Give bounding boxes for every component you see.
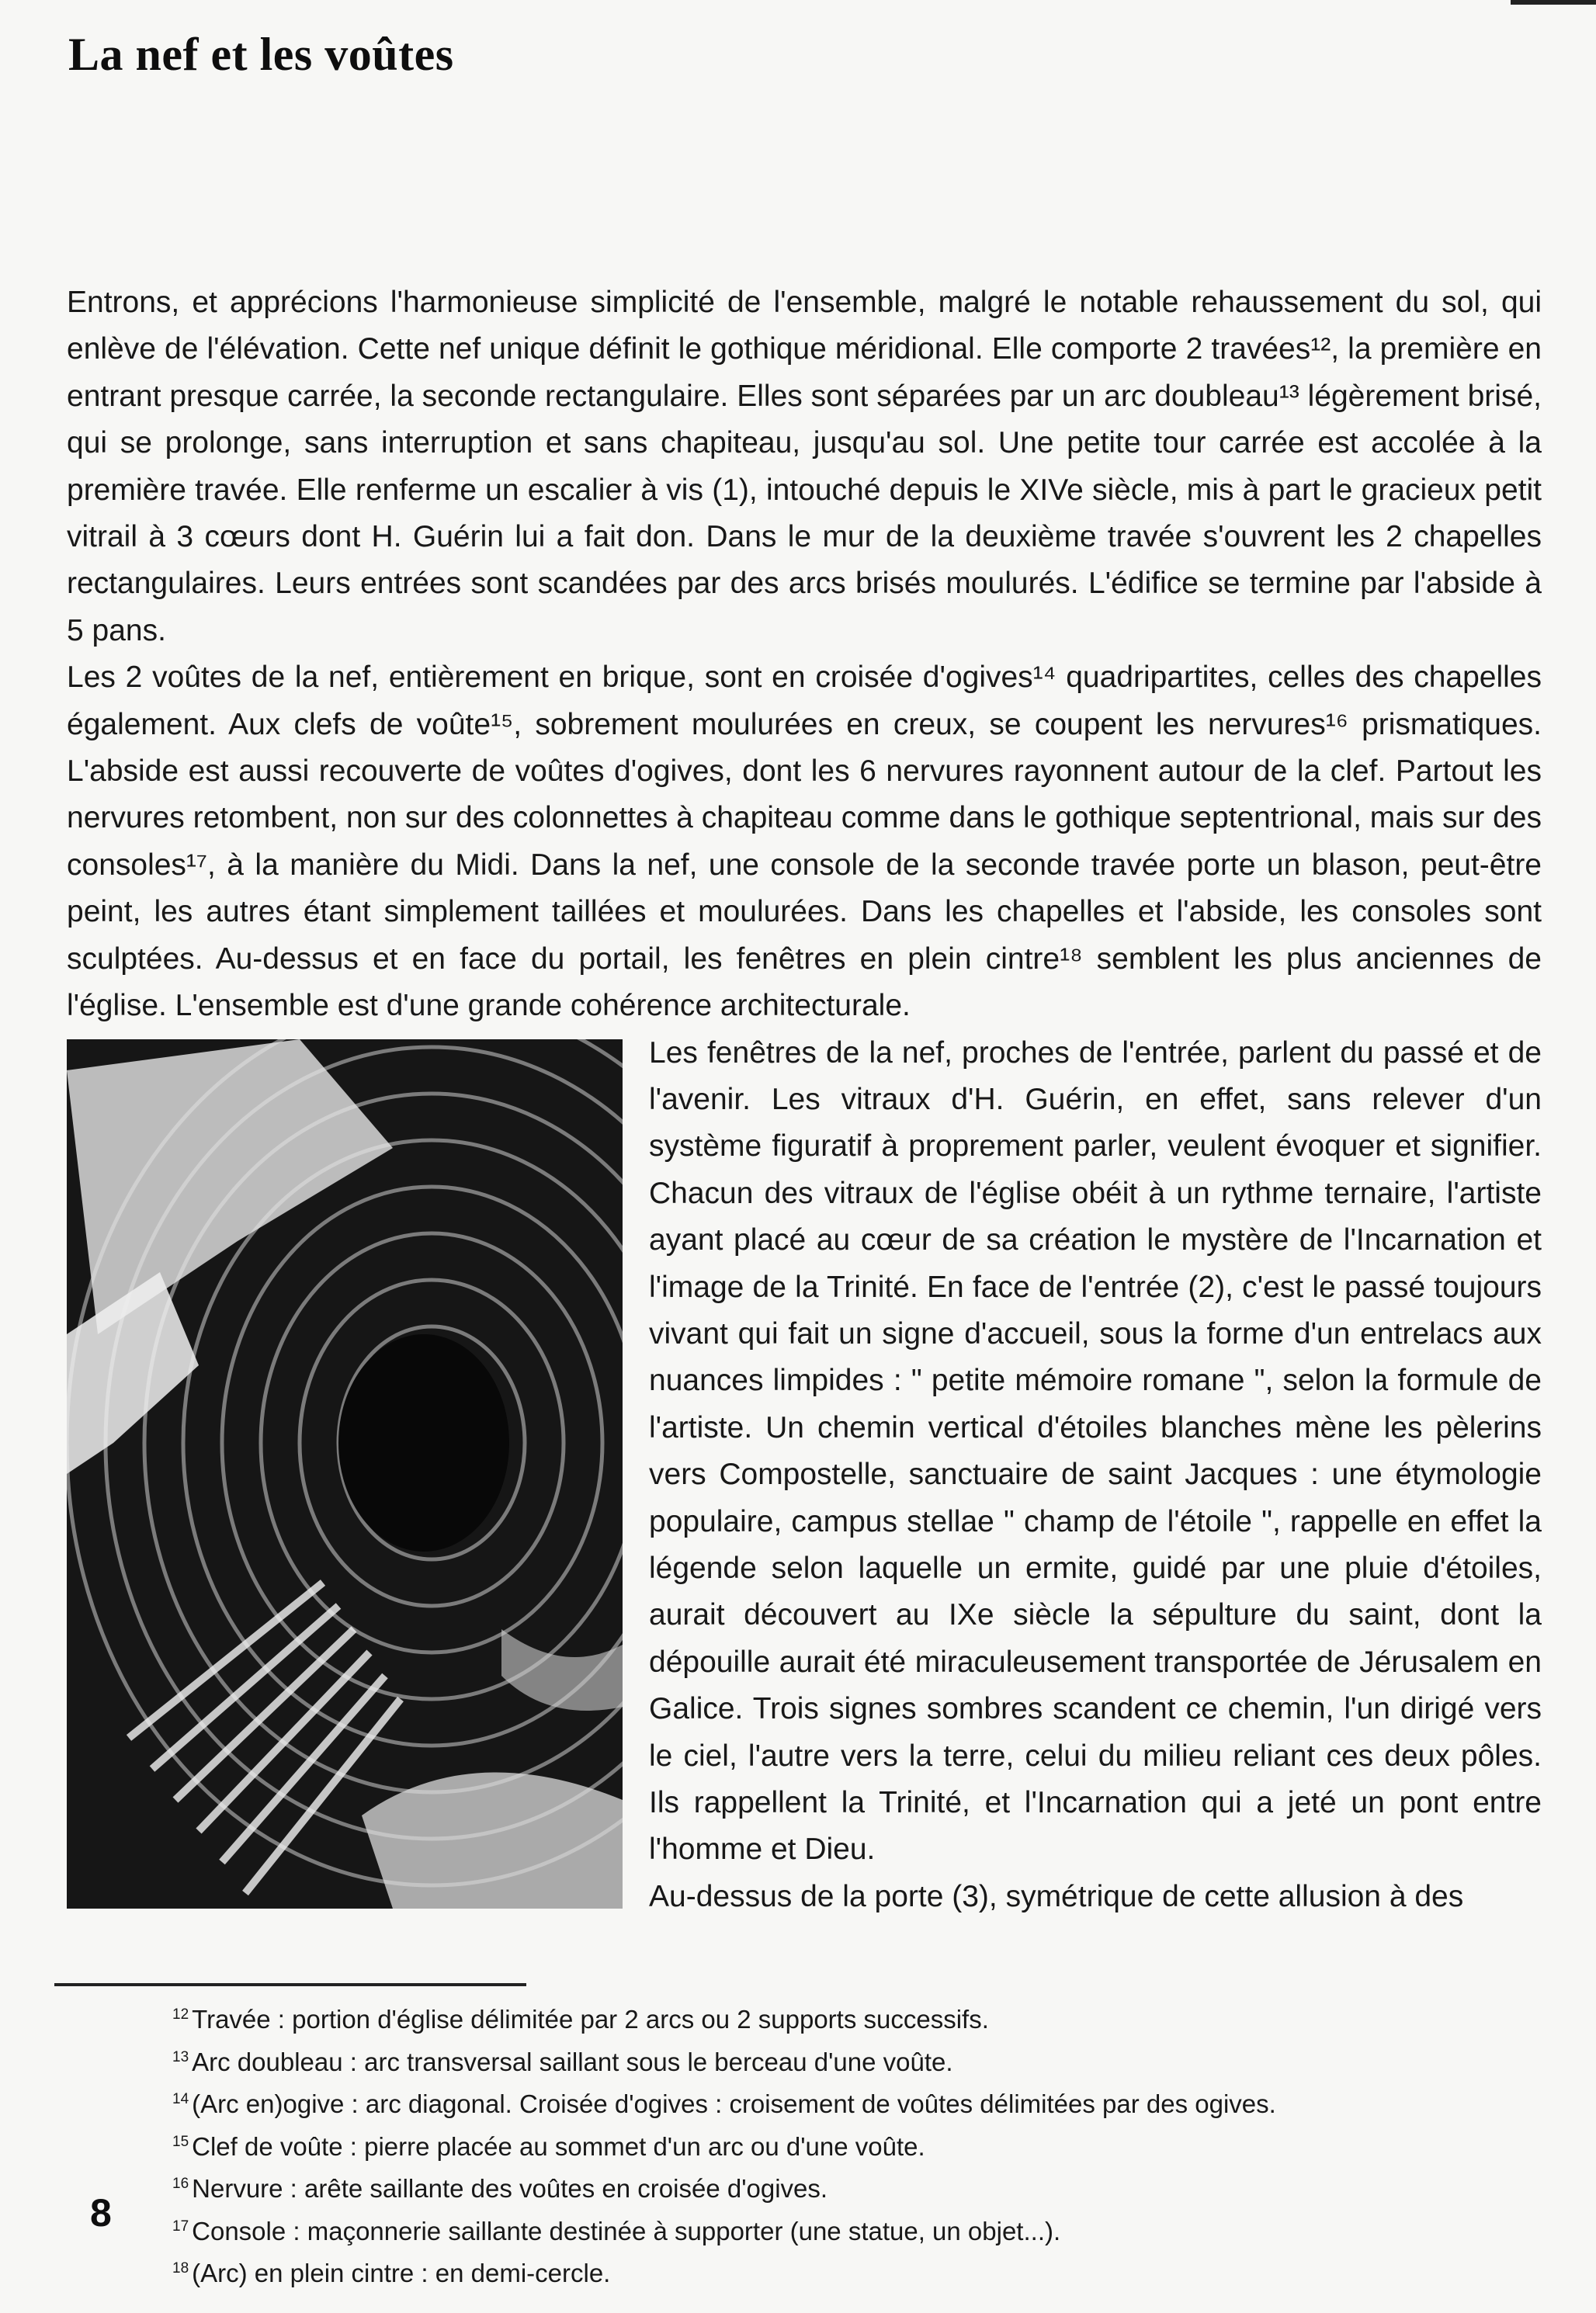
vault-photo [67, 1039, 623, 1909]
paragraph-2: Les 2 voûtes de la nef, entièrement en brique, sont en croisée d'ogives¹⁴ quadripartites, celles des chapelles également. Aux clefs de voûte¹⁵, sobrement moulurées en creux, se coupent les nervures¹⁶ prismatiques. L'abside est aussi recouverte de voûtes d'ogives, dont les 6 nervures rayonnent autour de la clef. Partout les nervures retombent, non sur des colonnettes à chapiteau comme dans le gothique septentrional, mais sur des consoles¹⁷, à la manière du Midi. Dans la nef, une console de la seconde travée porte un blason, peut-être peint, les autres étant simplement taillées et moulurées. Dans les chapelles et l'abside, les consoles sont sculptées. Au-dessus et en face du portail, les fenêtres en plein cintre¹⁸ semblent les plus anciennes de l'église. L'ensemble est d'une grande cohérence architecturale. [67, 661, 1542, 1023]
paragraph-3: Les fenêtres de la nef, proches de l'entrée, parlent du passé et de l'avenir. Les vitraux d'H. Guérin, en effet, sans relever d'un système figuratif à proprement parler, veulent évoquer et signifier. Chacun des vitraux de l'église obéit à un rythme ternaire, l'artiste ayant placé au cœur de sa création le mystère de l'Incarnation et l'image de la Trinité. En face de l'entrée (2), c'est le passé toujours vivant qui fait un signe d'accueil, sous la forme d'un entrelacs aux nuances limpides : " petite mémoire romane ", selon la formule de l'artiste. Un chemin vertical d'étoiles blanches mène les pèlerins vers Compostelle, sanctuaire de saint Jacques : une étymologie populaire, campus stellae " champ de l'étoile ", rappelle en effet la légende selon laquelle un ermite, guidé par une pluie d'étoiles, aurait découvert au IXe siècle la sépulture du saint, dont la dépouille aurait été miraculeusement transportée de Jérusalem en Galice. Trois signes sombres scandent ce chemin, l'un dirigé vers le ciel, l'autre vers la terre, celui du milieu reliant ces deux pôles. Ils rappellent la Trinité, et l'Incarnation qui a jeté un pont entre l'homme et Dieu. [649, 1035, 1542, 1867]
paragraph-4: Au-dessus de la porte (3), symétrique de cette allusion à des [649, 1879, 1464, 1913]
page-title: La nef et les voûtes [68, 29, 454, 80]
page-number: 8 [90, 2191, 112, 2235]
footnote-12: $^{12}$ Travée : portion d'église délimitée par 2 arcs ou 2 supports successifs. [172, 2005, 989, 2034]
top-edge-rule [1511, 0, 1596, 5]
footnote-18: $^{18}$ (Arc) en plein cintre : en demi-cercle. [172, 2259, 611, 2287]
footnote-13: $^{13}$ Arc doubleau : arc transversal saillant sous le berceau d'une voûte. [172, 2047, 953, 2076]
footnote-divider [54, 1983, 526, 1986]
footnote-16: $^{16}$ Nervure : arête saillante des voûtes en croisée d'ogives. [172, 2174, 828, 2203]
footnote-17: $^{17}$ Console : maçonnerie saillante destinée à supporter (une statue, un objet...). [172, 2216, 1061, 2245]
paragraph-1: Entrons, et apprécions l'harmonieuse simplicité de l'ensemble, malgré le notable rehaussement du sol, qui enlève de l'élévation. Cette nef unique définit le gothique méridional. Elle comporte 2 travées¹², la première en entrant presque carrée, la seconde rectangulaire. Elles sont séparées par un arc doubleau¹³ légèrement brisé, qui se prolonge, sans interruption et sans chapiteau, jusqu'au sol. Une petite tour carrée est accolée à la première travée. Elle renferme un escalier à vis (1), intouché depuis le XIVe siècle, mis à part le gracieux petit vitrail à 3 cœurs dont H. Guérin lui a fait don. Dans le mur de la deuxième travée s'ouvrent les 2 chapelles rectangulaires. Leurs entrées sont scandées par des arcs brisés moulurés. L'édifice se termine par l'abside à 5 pans. [67, 286, 1542, 647]
footnote-14: $^{14}$ (Arc en)ogive : arc diagonal. Croisée d'ogives : croisement de voûtes délimitées par des ogives. [172, 2089, 1276, 2118]
footnote-15: $^{15}$ Clef de voûte : pierre placée au sommet d'un arc ou d'une voûte. [172, 2131, 925, 2161]
footnotes [172, 1996, 1531, 2293]
body-text [67, 279, 1542, 1920]
